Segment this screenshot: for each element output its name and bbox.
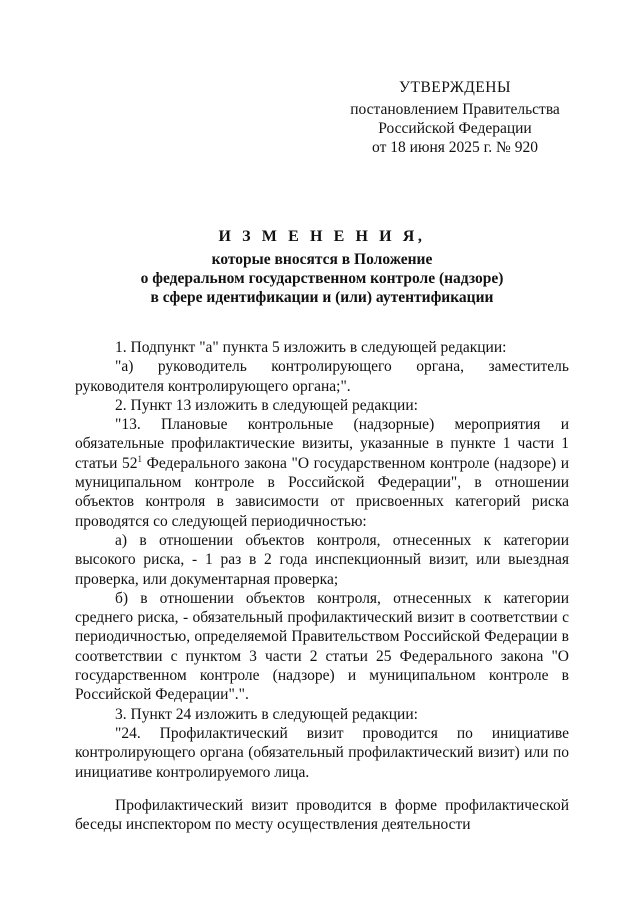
footnote-marker: 1 bbox=[137, 453, 143, 464]
paragraph: а) в отношении объектов контроля, отнесенных к категории высокого риска, - 1 раз в 2 года инспекционный визит, или выездная проверка, или документарная проверка; bbox=[75, 531, 569, 588]
paragraph: 3. Пункт 24 изложить в следующей редакции: bbox=[115, 705, 418, 723]
paragraph-text: Федерального закона "О государственном контроле (надзоре) и муниципальном контроле в Российской Федерации", в отношении объектов контроля в зависимости от присвоенных категорий риска проводятся со следующей периодичностью: bbox=[75, 454, 569, 530]
paragraph: 1. Подпункт "а" пункта 5 изложить в следующей редакции: bbox=[115, 339, 507, 356]
paragraph-text: "13. Плановые контрольные (надзорные) мероприятия и обязательные профилактические визиты, указанные в пункте 1 части 1 статьи 52 bbox=[75, 416, 569, 472]
document-heading bbox=[75, 228, 569, 307]
approval-line: постановлением Правительства bbox=[350, 101, 560, 118]
heading-subtitle-line: о федеральном государственном контроле (надзоре) bbox=[140, 270, 504, 287]
document-body bbox=[75, 338, 569, 834]
approval-title: УТВЕРЖДЕНЫ bbox=[399, 79, 511, 96]
paragraph: б) в отношении объектов контроля, отнесенных к категории среднего риска, - обязательный профилактический визит в соответствии с периодичностью, определяемой Правительством Российской Федерации в соответствии с пунктом 3 части 2 статьи 25 Федерального закона "О государственном контроле (надзоре) и муниципальном контроле в Российской Федерации".". bbox=[75, 589, 569, 704]
paragraph: "24. Профилактический визит проводится по инициативе контролирующего органа (обязательный профилактический визит) или по инициативе контролируемого лица. bbox=[75, 724, 569, 781]
approval-line: Российской Федерации bbox=[378, 120, 532, 137]
paragraph-with-footnote bbox=[75, 415, 569, 531]
heading-subtitle-line: в сфере идентификации и (или) аутентификации bbox=[150, 289, 494, 306]
heading-title: И З М Е Н Е Н И Я, bbox=[218, 228, 426, 245]
approval-block bbox=[330, 78, 580, 157]
heading-subtitle-line: которые вносятся в Положение bbox=[211, 251, 433, 268]
paragraph: Профилактический визит проводится в форме профилактической беседы инспектором по месту осуществления деятельности bbox=[75, 796, 569, 834]
paragraph: "а) руководитель контролирующего органа, заместитель руководителя контролирующего органа;". bbox=[75, 358, 569, 395]
paragraph: 2. Пункт 13 изложить в следующей редакции: bbox=[115, 396, 418, 414]
approval-line: от 18 июня 2025 г. № 920 bbox=[372, 139, 538, 156]
